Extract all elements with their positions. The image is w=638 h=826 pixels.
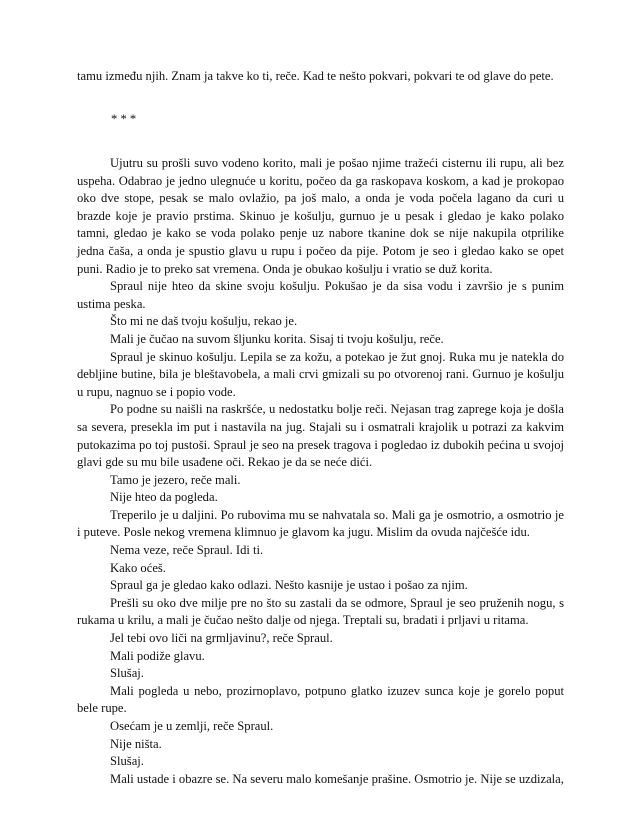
paragraph: Osećam je u zemlji, reče Spraul. (110, 719, 274, 733)
paragraph: Mali ustade i obazre se. Na severu malo komešanje prašine. Osmotrio je. Nije se uzdizala, (110, 771, 564, 786)
paragraph: Jel tebi ovo liči na grmljavinu?, reče Spraul. (110, 631, 333, 646)
text-block-top (77, 68, 564, 86)
paragraph: Slušaj. (110, 666, 144, 681)
paragraph: Nema veze, reče Spraul. Idi ti. (110, 543, 264, 558)
paragraph: Mali pogleda u nebo, prozirnoplavo, potpuno glatko izuzev sunca koje je gorelo poput bele rupe. (77, 683, 564, 716)
text-block-main (77, 155, 564, 788)
section-separator: * * * (111, 112, 137, 126)
paragraph: Nije ništa. (110, 736, 162, 751)
paragraph: Prešli su oko dve milje pre no što su zastali da se odmore, Spraul je seo pruženih nogu, s rukama u krilu, a mali je čučao nešto dalje od njega. Treptali su, bradati i prljavi u ritama. (77, 595, 564, 628)
paragraph: Nije hteo da pogleda. (110, 490, 218, 505)
section-separator-block (111, 111, 311, 129)
paragraph: Spraul je skinuo košulju. Lepila se za kožu, a potekao je žut gnoj. Ruka mu je natekla do debljine butine, bila je bleštavobela, a mali crvi gmizali su po otvorenoj rani. Gurnuo je košulju u rupu, nagnuo se i popio vode. (77, 349, 564, 399)
paragraph: Kako oćeš. (110, 560, 166, 575)
paragraph: Spraul nije hteo da skine svoju košulju. Pokušao je da sisa vodu i završio je s punim ustima peska. (77, 279, 564, 311)
paragraph: Što mi ne daš tvoju košulju, rekao je. (110, 314, 298, 329)
paragraph: Treperilo je u daljini. Po rubovima mu se nahvatala so. Mali ga je osmotrio, a osmotrio je i puteve. Posle nekog vremena klimnuo je glavom ka jugu. Mislim da ovuda najčešće idu. (77, 507, 564, 540)
paragraph: Slušaj. (110, 754, 144, 769)
paragraph: Spraul ga je gledao kako odlazi. Nešto kasnije je ustao i pošao za njim. (110, 578, 468, 593)
paragraph: Mali je čučao na suvom šljunku korita. Sisaj ti tvoju košulju, reče. (110, 331, 444, 346)
opening-line: tamu između njih. Znam ja takve ko ti, reče. Kad te nešto pokvari, pokvari te od glave do pete. (77, 69, 554, 83)
paragraph: Mali podiže glavu. (110, 648, 205, 663)
paragraph: Po podne su naišli na raskršće, u nedostatku bolje reči. Nejasan trag zaprege koja je došla sa severa, presekla im put i nastavila na jug. Stajali su i osmatrali krajolik u potrazi za kakvim putokazima po toj pustoši. Spraul je seo na presek tragova i pogledao iz dubokih pećina u svojoj glavi gde su mu bile usađene oči. Rekao je da se neće dići. (77, 402, 564, 470)
paragraph: Tamo je jezero, reče mali. (110, 472, 241, 487)
paragraph: Ujutru su prošli suvo vodeno korito, mali je pošao njime tražeći cisternu ili rupu, ali bez uspeha. Odabrao je jedno ulegnuće u koritu, počeo da ga raskopava koskom, a kad je prokopao oko dve stope, pesak se malo ovlažio, pa još malo, a onda je voda počela lagano da curi u brazde koje je pravio prstima. Skinuo je košulju, gurnuo je u pesak i gledao je kako polako tamni, gledao je kako se voda polako penje uz nabore tkanine dok se nije nakupila otprilike jedna čaša, a onda je spustio glavu u rupu i počeo da pije. Potom je seo i gledao kako se opet puni. Radio je to preko sat vremena. Onda je obukao košulju i vratio se duž korita. (77, 156, 564, 276)
